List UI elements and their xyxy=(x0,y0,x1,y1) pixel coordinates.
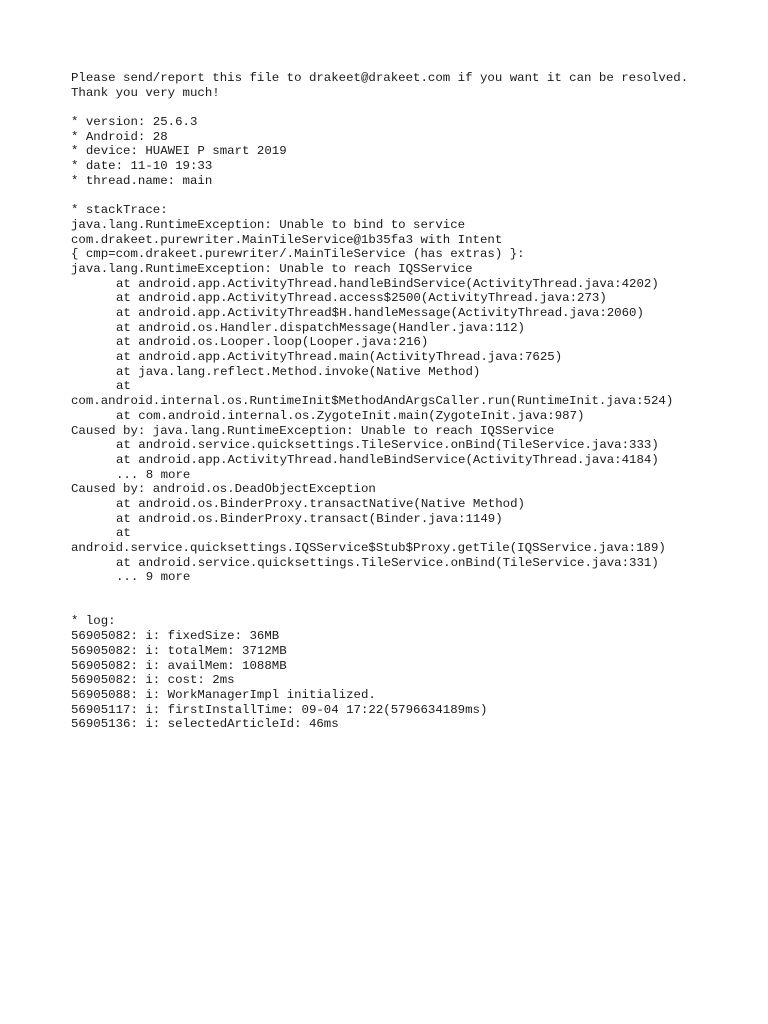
device-line: * device: HUAWEI P smart 2019 xyxy=(71,144,287,159)
stack-line: com.drakeet.purewriter.MainTileService@1b35fa3 with Intent xyxy=(71,232,503,247)
stack-more-line: ... 8 more xyxy=(116,467,191,482)
stack-frame: at java.lang.reflect.Method.invoke(Native Method) xyxy=(116,364,481,379)
log-line: 56905117: i: firstInstallTime: 09-04 17:22(5796634189ms) xyxy=(71,702,488,717)
stack-frame: at android.app.ActivityThread$H.handleMessage(ActivityThread.java:2060) xyxy=(116,306,644,320)
android-line: * Android: 28 xyxy=(71,129,168,144)
log-line: 56905082: i: cost: 2ms xyxy=(71,673,235,688)
stack-frame: at android.service.quicksettings.TileService.onBind(TileService.java:331) xyxy=(116,555,659,570)
stack-line: java.lang.RuntimeException: Unable to reach IQSService xyxy=(71,261,473,276)
stack-trace-section xyxy=(71,203,751,585)
date-line: * date: 11-10 19:33 xyxy=(71,159,213,174)
blank-line xyxy=(71,189,751,204)
log-line: 56905136: i: selectedArticleId: 46ms xyxy=(71,717,339,732)
stack-frame: at android.os.BinderProxy.transactNative(Native Method) xyxy=(116,496,525,511)
blank-line xyxy=(71,100,751,115)
log-line: 56905082: i: fixedSize: 36MB xyxy=(71,629,280,644)
blank-line xyxy=(71,600,751,615)
version-line: * version: 25.6.3 xyxy=(71,115,198,130)
caused-by-line: Caused by: android.os.DeadObjectException xyxy=(71,482,376,497)
blank-line xyxy=(71,585,751,600)
stack-frame: at android.app.ActivityThread.main(ActivityThread.java:7625) xyxy=(116,350,563,365)
stack-line: android.service.quicksettings.IQSService$Stub$Proxy.getTile(IQSService.java:189) xyxy=(71,541,666,555)
log-section xyxy=(71,614,751,732)
stack-frame: at android.app.ActivityThread.access$2500(ActivityThread.java:273) xyxy=(116,291,607,306)
log-line: 56905082: i: availMem: 1088MB xyxy=(71,658,287,673)
device-info xyxy=(71,115,751,188)
caused-by-line: Caused by: java.lang.RuntimeException: Unable to reach IQSService xyxy=(71,423,555,438)
stack-frame: at android.os.BinderProxy.transact(Binder.java:1149) xyxy=(116,511,503,526)
stack-frame: at android.app.ActivityThread.handleBindService(ActivityThread.java:4184) xyxy=(116,452,659,467)
stack-frame: at xyxy=(116,526,131,541)
stack-line: java.lang.RuntimeException: Unable to bind to service xyxy=(71,217,466,232)
stack-frame: at android.os.Looper.loop(Looper.java:216) xyxy=(116,335,429,350)
stack-frame: at android.app.ActivityThread.handleBindService(ActivityThread.java:4202) xyxy=(116,276,659,291)
crash-report-document xyxy=(71,71,751,732)
thread-line: * thread.name: main xyxy=(71,173,213,188)
stack-line: { cmp=com.drakeet.purewriter/.MainTileService (has extras) }: xyxy=(71,247,525,262)
thanks-line: Thank you very much! xyxy=(71,85,220,100)
stack-frame: at android.service.quicksettings.TileService.onBind(TileService.java:333) xyxy=(116,438,659,453)
log-line: 56905088: i: WorkManagerImpl initialized. xyxy=(71,687,376,702)
log-heading: * log: xyxy=(71,614,116,629)
report-instructions xyxy=(71,71,751,100)
report-instruction-line: Please send/report this file to drakeet@drakeet.com if you want it can be resolved. xyxy=(71,71,689,85)
stack-frame: at xyxy=(116,379,131,394)
stack-more-line: ... 9 more xyxy=(116,570,191,585)
stack-frame: at com.android.internal.os.ZygoteInit.main(ZygoteInit.java:987) xyxy=(116,408,585,423)
stack-trace-heading: * stackTrace: xyxy=(71,203,168,218)
log-line: 56905082: i: totalMem: 3712MB xyxy=(71,643,287,658)
stack-frame: at android.os.Handler.dispatchMessage(Handler.java:112) xyxy=(116,320,525,335)
stack-line: com.android.internal.os.RuntimeInit$MethodAndArgsCaller.run(RuntimeInit.java:524) xyxy=(71,394,674,409)
